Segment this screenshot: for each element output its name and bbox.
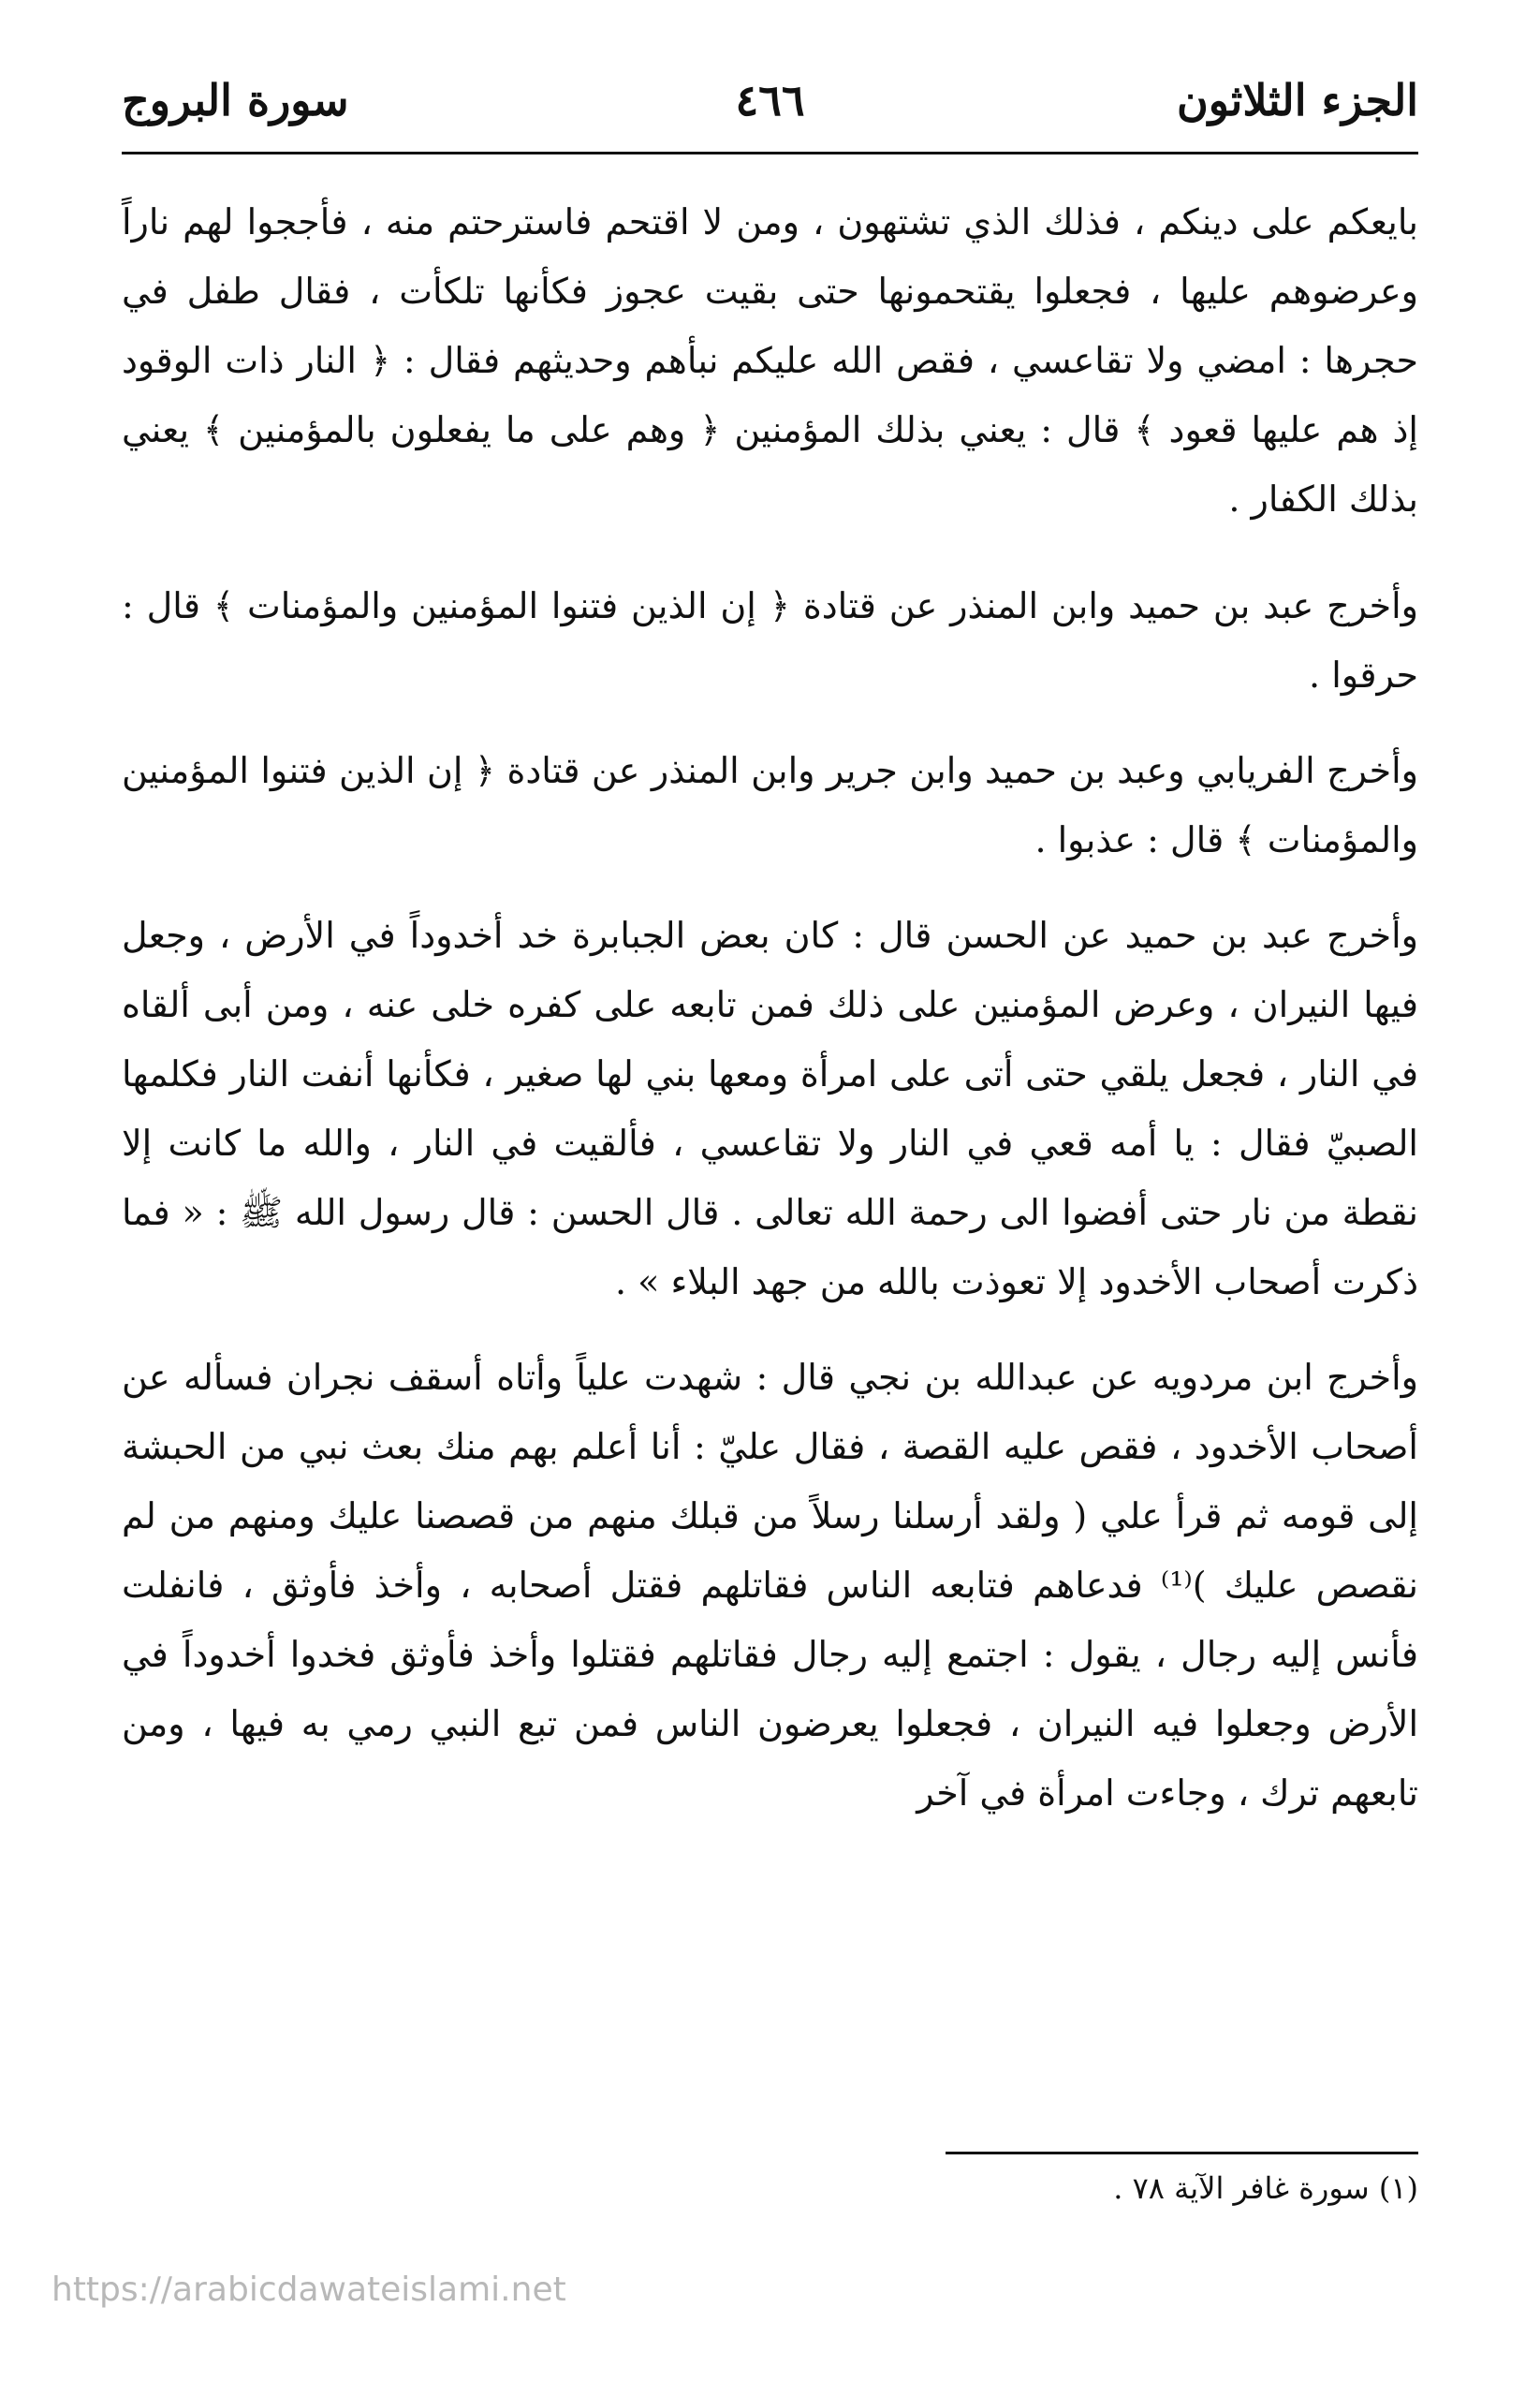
paragraph-1: بايعكم على دينكم ، فذلك الذي تشتهون ، ومن لا اقتحم فاسترحتم منه ، فأججوا لهم ناراً وعرضوهم عليها ، فجعلوا يقتحمونها حتى بقيت عجوز فكأنها تلكأت ، فقال طفل في حجرها : امضي ولا تقاعسي ، فقص الله عليكم نبأهم وحديثهم فقال : ﴿ النار ذات الوقود إذ هم عليها قعود ﴾ قال : يعني بذلك المؤمنين ﴿ وهم على ما يفعلون بالمؤمنين ﴾ يعني بذلك الكفار . <box>122 201 1418 520</box>
header-rule <box>122 152 1418 154</box>
surah-title: سورة البروج <box>122 75 349 125</box>
paragraph-4: وأخرج عبد بن حميد عن الحسن قال : كان بعض الجبابرة خد أخدوداً في الأرض ، وجعل فيها النيران ، وعرض المؤمنين على ذلك فمن تابعه على كفره خلى عنه ، ومن أبى ألقاه في النار ، فجعل يلقي حتى أتى على امرأة ومعها بني لها صغير ، فكأنها أنفت النار فكلمها الصبيّ فقال : يا أمه قعي في النار ولا تقاعسي ، فألقيت في النار ، والله ما كانت إلا نقطة من نار حتى أفضوا الى رحمة الله تعالى . قال الحسن : قال رسول الله ﷺ : « فما ذكرت أصحاب الأخدود إلا تعوذت بالله من جهد البلاء » . <box>122 915 1418 1302</box>
watermark-url: https://arabicdawateislami.net <box>51 2271 566 2309</box>
main-text <box>122 187 1418 1854</box>
part-title: الجزء الثلاثون <box>1177 75 1418 125</box>
paragraph-5: وأخرج ابن مردويه عن عبدالله بن نجي قال : شهدت علياً وأتاه أسقف نجران فسأله عن أصحاب الأخدود ، فقص عليه القصة ، فقال عليّ : أنا أعلم بهم منك بعث نبي من الحبشة إلى قومه ثم قرأ علي ( ولقد أرسلنا رسلاً من قبلك منهم من قصصنا عليك ومنهم من لم نقصص عليك )⁽¹⁾ فدعاهم فتابعه الناس فقاتلهم فقتل أصحابه ، وأخذ فأوثق ، فانفلت فأنس إليه رجال ، يقول : اجتمع إليه رجال فقاتلهم فقتلوا وأخذ فأوثق فخدوا أخدوداً في الأرض وجعلوا فيه النيران ، فجعلوا يعرضون الناس فمن تبع النبي رمي به فيها ، ومن تابعهم ترك ، وجاءت امرأة في آخر <box>122 1357 1418 1814</box>
paragraph-2: وأخرج عبد بن حميد وابن المنذر عن قتادة ﴿ إن الذين فتنوا المؤمنين والمؤمنات ﴾ قال : حرقوا . <box>122 585 1418 696</box>
footnote-rule <box>946 2152 1418 2154</box>
page-number: ٤٦٦ <box>735 75 805 125</box>
running-header <box>122 66 1418 150</box>
footnote: (١) سورة غافر الآية ٧٨ . <box>1113 2170 1418 2206</box>
paragraph-3: وأخرج الفريابي وعبد بن حميد وابن جرير وابن المنذر عن قتادة ﴿ إن الذين فتنوا المؤمنين والمؤمنات ﴾ قال : عذبوا . <box>122 750 1418 860</box>
